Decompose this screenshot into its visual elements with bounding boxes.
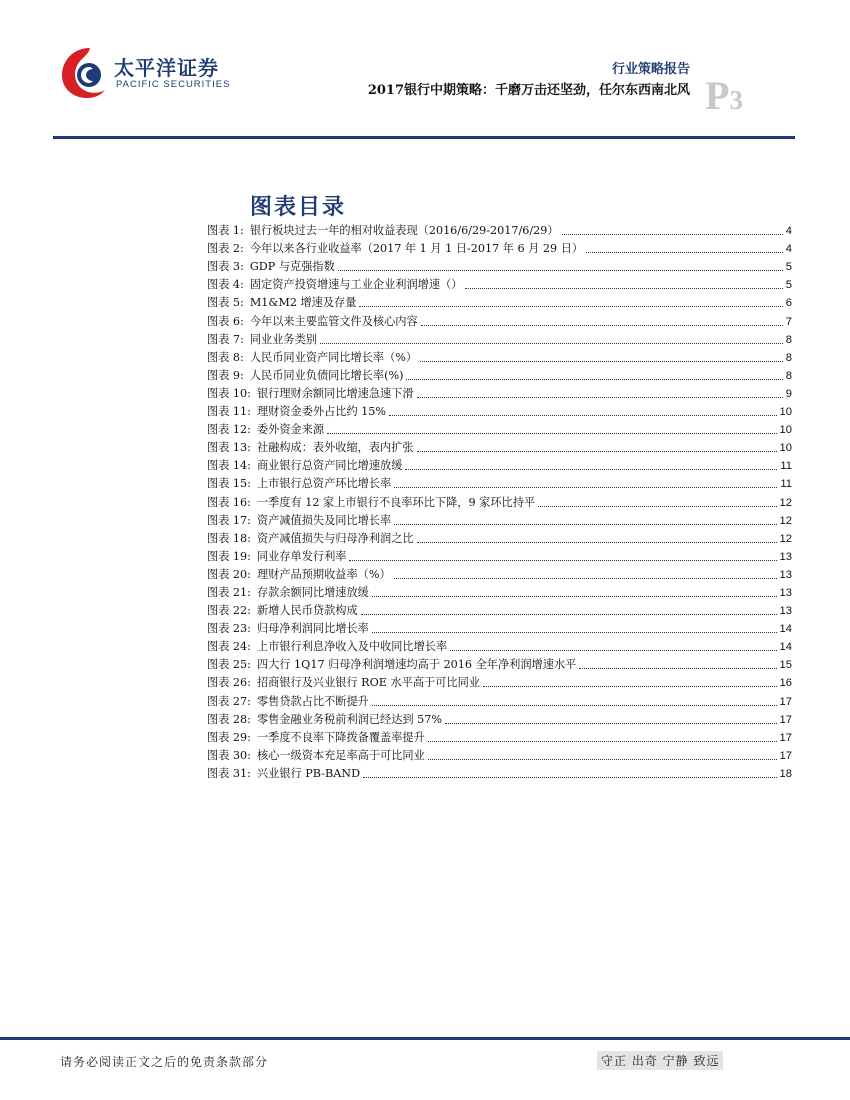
footer-divider <box>0 1037 850 1040</box>
toc-dot-leader <box>417 451 777 452</box>
toc-dot-leader <box>405 469 777 470</box>
toc-dot-leader <box>372 705 777 706</box>
logo-english-name: PACIFIC SECURITIES <box>116 79 231 90</box>
toc-entry-page: 9 <box>785 387 792 400</box>
toc-dot-leader <box>349 560 776 561</box>
toc-entry-text: 零售贷款占比不断提升 <box>256 694 369 708</box>
toc-entry-text: 银行理财余额同比增速急速下滑 <box>256 386 414 400</box>
toc-dot-leader <box>394 487 777 488</box>
toc-entry[interactable] <box>207 763 792 781</box>
toc-dot-leader <box>327 433 776 434</box>
toc-entry-page: 13 <box>779 550 792 563</box>
toc-entry[interactable] <box>207 600 792 618</box>
toc-entry-page: 10 <box>779 442 792 455</box>
toc-entry-page: 13 <box>779 568 792 581</box>
toc-title: 图表目录 <box>250 194 347 220</box>
toc-dot-leader <box>372 632 777 633</box>
toc-dot-leader <box>361 614 777 615</box>
toc-entry-label: 图表 21: <box>207 585 251 599</box>
toc-entry-label: 图表 12: <box>207 423 251 437</box>
toc-dot-leader <box>579 668 776 669</box>
toc-entry[interactable] <box>207 437 792 455</box>
toc-dot-leader <box>586 252 783 253</box>
toc-entry-label: 图表 19: <box>207 549 251 563</box>
toc-entry[interactable] <box>207 528 792 546</box>
toc-entry-text: 招商银行及兴业银行 ROE 水平高于可比同业 <box>256 676 481 690</box>
toc-entry-text: 人民币同业资产同比增长率（%） <box>249 350 418 364</box>
toc-dot-leader <box>428 759 777 760</box>
toc-entry-page: 5 <box>785 261 792 274</box>
report-type: 行业策略报告 <box>611 62 690 77</box>
toc-entry[interactable] <box>207 310 792 328</box>
toc-entry[interactable] <box>207 292 792 310</box>
toc-entry-text: 银行板块过去一年的相对收益表现（2016/6/29-2017/6/29） <box>249 224 559 238</box>
toc-entry[interactable] <box>207 274 792 292</box>
toc-entry[interactable] <box>207 510 792 528</box>
toc-entry-label: 图表 31: <box>207 766 251 780</box>
toc-entry-label: 图表 9: <box>207 368 244 382</box>
toc-dot-leader <box>417 397 783 398</box>
toc-entry-text: 核心一级资本充足率高于可比同业 <box>256 748 425 762</box>
report-title: 2017银行中期策略：千磨万击还坚劲，任尔东西南北风 <box>367 83 690 98</box>
toc-entry-label: 图表 7: <box>207 332 244 346</box>
toc-dot-leader <box>363 777 777 778</box>
toc-dot-leader <box>465 288 782 289</box>
toc-entry-label: 图表 15: <box>207 477 251 491</box>
toc-entry-page: 17 <box>779 695 792 708</box>
toc-entry-text: 资产减值损失与归母净利润之比 <box>256 531 414 545</box>
toc-dot-leader <box>394 578 777 579</box>
toc-dot-leader <box>338 270 783 271</box>
toc-dot-leader <box>389 415 776 416</box>
toc-entry-label: 图表 16: <box>207 495 251 509</box>
toc-entry-page: 13 <box>779 605 792 618</box>
toc-entry[interactable] <box>207 455 792 473</box>
toc-entry-label: 图表 11: <box>207 405 251 419</box>
toc-entry-label: 图表 6: <box>207 314 244 328</box>
toc-entry[interactable] <box>207 690 792 708</box>
toc-entry[interactable] <box>207 491 792 509</box>
toc-entry-label: 图表 13: <box>207 441 251 455</box>
toc-entry-text: 四大行 1Q17 归母净利润增速均高于 2016 全年净利润增速水平 <box>256 658 577 672</box>
toc-entry-page: 10 <box>779 406 792 419</box>
toc-entry-text: 上市银行总资产环比增长率 <box>256 477 392 491</box>
toc-entry-page: 13 <box>779 586 792 599</box>
toc-entry-label: 图表 29: <box>207 730 251 744</box>
toc-entry-label: 图表 24: <box>207 640 251 654</box>
toc-entry-page: 18 <box>779 767 792 780</box>
toc-dot-leader <box>562 234 783 235</box>
toc-entry[interactable] <box>207 347 792 365</box>
toc-entry[interactable] <box>207 256 792 274</box>
toc-entry-text: 归母净利润同比增长率 <box>256 622 369 636</box>
toc-entry-text: 人民币同业负债同比增长率(%) <box>249 368 404 382</box>
toc-entry-label: 图表 18: <box>207 531 251 545</box>
toc-entry-label: 图表 10: <box>207 386 251 400</box>
toc-entry-text: 一季度不良率下降拨备覆盖率提升 <box>256 730 425 744</box>
toc-entry[interactable] <box>207 238 792 256</box>
toc-entry[interactable] <box>207 618 792 636</box>
toc-entry-page: 14 <box>779 641 792 654</box>
footer-disclaimer: 请务必阅读正文之后的免责条款部分 <box>60 1055 269 1069</box>
toc-entry[interactable] <box>207 672 792 690</box>
toc-entry-text: 社融构成：表外收缩，表内扩张 <box>256 441 414 455</box>
toc-entry-text: 零售金融业务税前利润已经达到 57% <box>256 712 442 726</box>
toc-entry-label: 图表 1: <box>207 224 244 238</box>
toc-entry-page: 8 <box>785 369 792 382</box>
toc-entry-page: 7 <box>785 315 792 328</box>
toc-entry[interactable] <box>207 365 792 383</box>
company-logo <box>60 44 250 104</box>
toc-entry-text: M1&M2 增速及存量 <box>249 296 357 310</box>
toc-entry-page: 8 <box>785 333 792 346</box>
toc-entry[interactable] <box>207 582 792 600</box>
toc-entry-page: 11 <box>780 478 792 491</box>
toc-dot-leader <box>420 361 783 362</box>
toc-dot-leader <box>538 506 776 507</box>
toc-entry-page: 5 <box>785 279 792 292</box>
toc-entry-text: 理财产品预期收益率（%） <box>256 567 391 581</box>
toc-entry-label: 图表 17: <box>207 513 251 527</box>
toc-entry-page: 17 <box>779 749 792 762</box>
toc-entry-page: 17 <box>779 713 792 726</box>
toc-entry-label: 图表 3: <box>207 260 244 274</box>
toc-entry-text: 委外资金来源 <box>256 423 325 437</box>
toc-dot-leader <box>320 343 783 344</box>
toc-entry[interactable] <box>207 546 792 564</box>
toc-entry[interactable] <box>207 564 792 582</box>
toc-entry-page: 12 <box>779 532 792 545</box>
page-number <box>705 72 743 119</box>
toc-entry[interactable] <box>207 473 792 491</box>
toc-entry[interactable] <box>207 220 792 238</box>
toc-entry-label: 图表 5: <box>207 296 244 310</box>
toc-entry-page: 4 <box>785 243 792 256</box>
toc-entry-text: 一季度有 12 家上市银行不良率环比下降，9 家环比持平 <box>256 495 536 509</box>
toc-entry-page: 12 <box>779 496 792 509</box>
pacific-securities-logo-icon <box>60 44 110 100</box>
toc-entry-label: 图表 14: <box>207 459 251 473</box>
toc-entry-text: GDP 与克强指数 <box>249 260 335 274</box>
toc-entry-text: 兴业银行 PB-BAND <box>256 766 361 780</box>
toc-entry-text: 商业银行总资产同比增速放缓 <box>256 459 403 473</box>
toc-entry-text: 资产减值损失及同比增长率 <box>256 513 392 527</box>
toc-entry[interactable] <box>207 709 792 727</box>
toc-entry-text: 新增人民币贷款构成 <box>256 604 358 618</box>
toc-entry-page: 11 <box>780 460 792 473</box>
header-divider <box>53 136 795 139</box>
toc-entry-label: 图表 23: <box>207 622 251 636</box>
toc-dot-leader <box>372 596 777 597</box>
toc-dot-leader <box>445 723 777 724</box>
toc-entry[interactable] <box>207 727 792 745</box>
toc-entry-page: 4 <box>785 225 792 238</box>
toc-entry-page: 14 <box>779 623 792 636</box>
toc-entry[interactable] <box>207 383 792 401</box>
toc-entry-text: 今年以来各行业收益率（2017 年 1 月 1 日-2017 年 6 月 29 日） <box>249 242 584 256</box>
toc-entry-page: 12 <box>779 514 792 527</box>
toc-entry-label: 图表 25: <box>207 658 251 672</box>
toc-dot-leader <box>406 379 782 380</box>
toc-entry-label: 图表 2: <box>207 242 244 256</box>
toc-entry-label: 图表 8: <box>207 350 244 364</box>
toc-entry-label: 图表 27: <box>207 694 251 708</box>
toc-list <box>207 220 792 781</box>
toc-entry-label: 图表 28: <box>207 712 251 726</box>
toc-entry-text: 固定资产投资增速与工业企业利润增速（） <box>249 278 463 292</box>
toc-entry[interactable] <box>207 654 792 672</box>
footer-motto: 守正 出奇 宁静 致远 <box>597 1051 723 1070</box>
toc-entry-page: 6 <box>785 297 792 310</box>
toc-dot-leader <box>417 542 777 543</box>
logo-chinese-name: 太平洋证券 <box>114 56 219 80</box>
toc-entry-page: 10 <box>779 424 792 437</box>
toc-entry-label: 图表 30: <box>207 748 251 762</box>
toc-entry-label: 图表 22: <box>207 604 251 618</box>
toc-entry-page: 16 <box>779 677 792 690</box>
toc-entry-label: 图表 26: <box>207 676 251 690</box>
toc-entry-label: 图表 4: <box>207 278 244 292</box>
toc-dot-leader <box>428 741 777 742</box>
toc-dot-leader <box>394 524 776 525</box>
toc-entry[interactable] <box>207 745 792 763</box>
toc-entry-page: 17 <box>779 731 792 744</box>
toc-entry[interactable] <box>207 329 792 347</box>
toc-entry-text: 今年以来主要监管文件及核心内容 <box>249 314 418 328</box>
toc-entry-page: 8 <box>785 351 792 364</box>
toc-entry-text: 理财资金委外占比约 15% <box>256 405 387 419</box>
toc-entry-text: 同业业务类别 <box>249 332 317 346</box>
toc-dot-leader <box>421 325 783 326</box>
toc-entry[interactable] <box>207 636 792 654</box>
toc-dot-leader <box>450 650 776 651</box>
toc-entry-text: 同业存单发行利率 <box>256 549 347 563</box>
toc-dot-leader <box>359 306 782 307</box>
toc-entry-text: 存款余额同比增速放缓 <box>256 585 369 599</box>
toc-dot-leader <box>483 686 777 687</box>
toc-entry[interactable] <box>207 401 792 419</box>
toc-entry-label: 图表 20: <box>207 567 251 581</box>
toc-entry-text: 上市银行利息净收入及中收同比增长率 <box>256 640 448 654</box>
toc-entry-page: 15 <box>779 659 792 672</box>
page-letter: P <box>705 73 730 118</box>
toc-entry[interactable] <box>207 419 792 437</box>
page-digit: 3 <box>729 85 743 115</box>
